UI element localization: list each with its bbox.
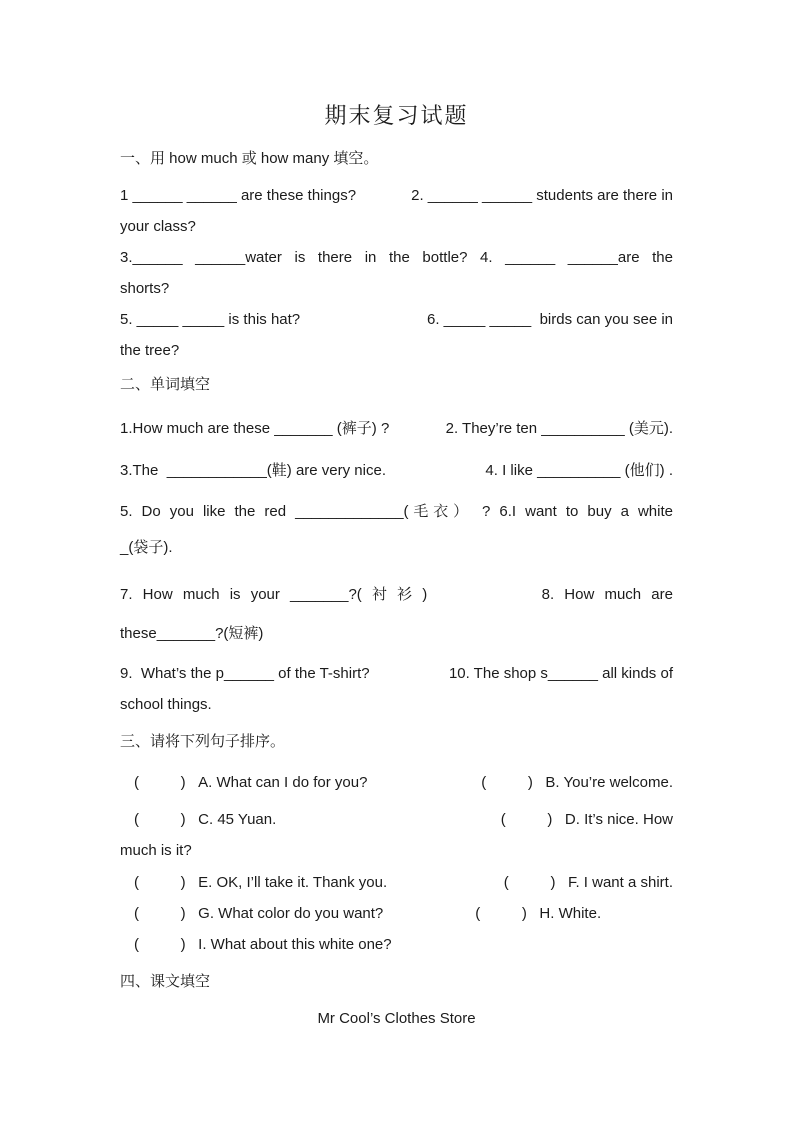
passage-title: Mr Cool’s Clothes Store	[317, 1010, 476, 1027]
s2-q10: 10. The shop s______ all kinds of	[448, 665, 673, 682]
s3-gh-line	[120, 898, 673, 929]
s2-q7-q8-line	[120, 579, 673, 610]
s2-q1: 1.How much are these _______ (裤子) ?	[120, 420, 390, 437]
s2-q8-wrap: these_______?(短裤)	[120, 625, 264, 642]
s3-i-line	[120, 929, 673, 960]
s3-item-d: ( ) D. It’s nice. How	[500, 811, 673, 828]
s1-q1-q2-line	[120, 180, 673, 211]
s3-item-e: ( ) E. OK, I’ll take it. Thank you.	[134, 874, 388, 891]
s2-q1-q2-line	[120, 413, 673, 444]
s2-q9-q10-line	[120, 658, 673, 689]
s1-q1: 1 ______ ______ are these things?	[120, 187, 357, 204]
section-4-heading: 四、课文填空	[120, 973, 211, 990]
document-page	[120, 0, 673, 1034]
s2-q3-q4-line	[120, 455, 673, 486]
s1-q3-q4-line: 3.______ ______water is there in the bottle? 4. ______ ______are the	[120, 249, 673, 266]
s2-q9: 9. What’s the p______ of the T-shirt?	[120, 665, 370, 682]
s2-q7: 7. How much is your _______?( 衬 衫 )	[120, 586, 428, 603]
s3-item-f: ( ) F. I want a shirt.	[503, 874, 673, 891]
s1-q5-q6-line	[120, 304, 673, 335]
s2-q10-wrap: school things.	[120, 696, 212, 713]
s1-q4-wrap: shorts?	[120, 280, 170, 297]
s3-item-c: ( ) C. 45 Yuan.	[134, 811, 277, 828]
s2-q6-wrap: _(袋子).	[120, 539, 173, 556]
s2-q5-q6-line: 5. Do you like the red _____________(毛衣） ? 6.I want to buy a white	[120, 503, 673, 520]
section-2-heading: 二、单词填空	[120, 376, 211, 393]
s3-item-h: ( ) H. White.	[475, 905, 602, 922]
s1-q6: 6. _____ _____ birds can you see in	[426, 311, 673, 328]
s3-cd-line	[120, 804, 673, 835]
s3-ab-line	[120, 767, 673, 798]
exam-title: 期末复习试题	[324, 103, 469, 128]
s3-item-a: ( ) A. What can I do for you?	[134, 774, 368, 791]
s1-q2-wrap: your class?	[120, 218, 196, 235]
s2-q3: 3.The ____________(鞋) are very nice.	[120, 462, 386, 479]
s1-q2: 2. ______ ______ students are there in	[411, 187, 673, 204]
s3-ef-line	[120, 867, 673, 898]
s1-q5: 5. _____ _____ is this hat?	[120, 311, 301, 328]
s2-q8: 8. How much are	[541, 586, 673, 603]
s3-item-i: ( ) I. What about this white one?	[134, 936, 392, 953]
s3-item-b: ( ) B. You’re welcome.	[481, 774, 673, 791]
section-3-heading: 三、请将下列句子排序。	[120, 733, 286, 750]
s2-q4: 4. I like __________ (他们) .	[485, 462, 673, 479]
s3-item-g: ( ) G. What color do you want?	[134, 905, 384, 922]
s2-q2: 2. They’re ten __________ (美元).	[445, 420, 673, 437]
s1-q6-wrap: the tree?	[120, 342, 180, 359]
s3-item-d-wrap: much is it?	[120, 842, 192, 859]
section-1-heading: 一、用 how much 或 how many 填空。	[120, 150, 379, 167]
